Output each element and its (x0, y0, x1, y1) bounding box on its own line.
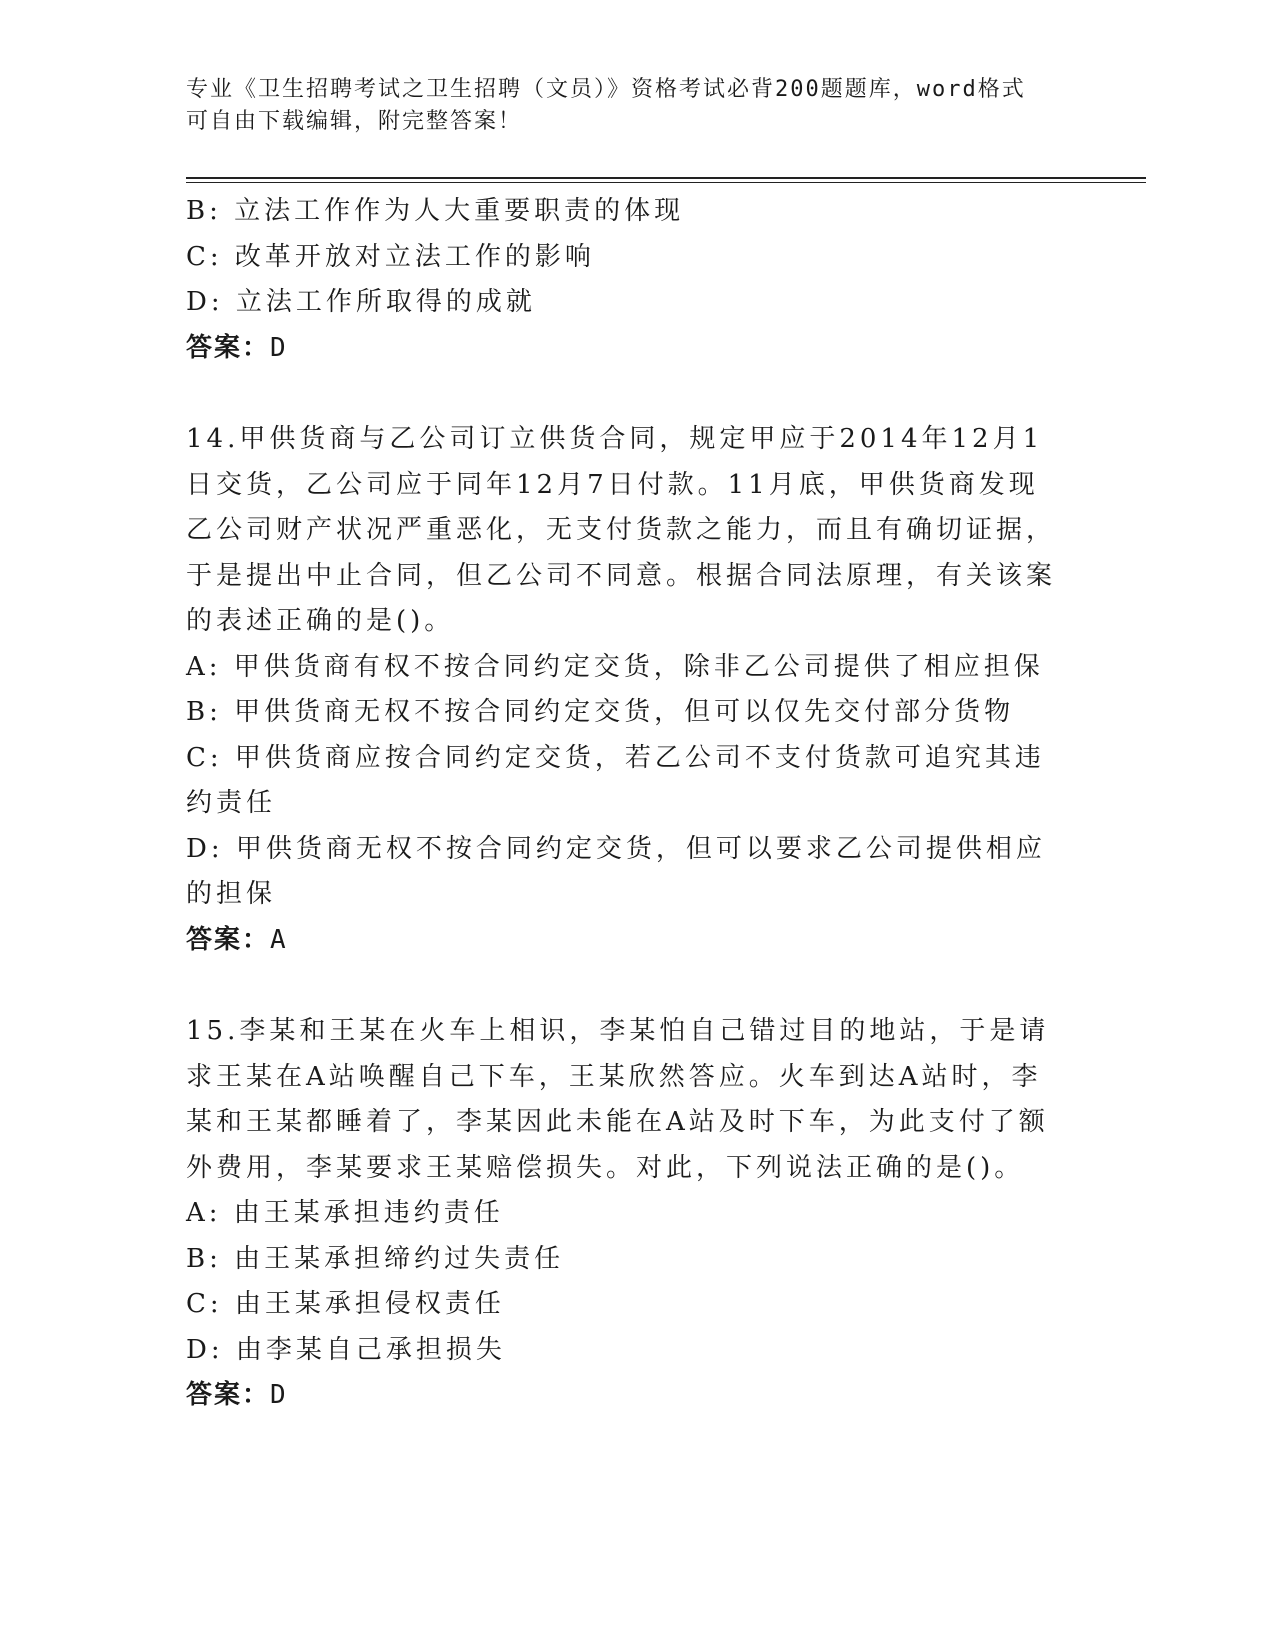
q14-option-d: D: 甲供货商无权不按合同约定交货，但可以要求乙公司提供相应的担保 (186, 833, 1046, 909)
q13-option-c: C: 改革开放对立法工作的影响 (186, 241, 595, 272)
document-header (186, 74, 1066, 138)
q13-answer-label: 答案： (186, 332, 271, 363)
question-13-tail (186, 189, 1066, 371)
q14-answer-label: 答案： (186, 924, 271, 955)
header-title-line-2: 可自由下载编辑，附完整答案！ (186, 109, 523, 134)
document-body (186, 189, 1066, 1419)
question-15 (186, 1009, 1066, 1419)
q13-answer (186, 326, 1066, 372)
header-divider-thin (186, 182, 1146, 183)
q14-option-b: B: 甲供货商无权不按合同约定交货，但可以仅先交付部分货物 (186, 697, 1015, 727)
q14-answer-value: A (270, 924, 288, 955)
q15-option-a: A: 由王某承担违约责任 (186, 1198, 504, 1228)
q13-option-d: D: 立法工作所取得的成就 (186, 287, 536, 317)
q15-answer-value: D (270, 1380, 288, 1410)
q14-option-c: C: 甲供货商应按合同约定交货，若乙公司不支付货款可追究其违约责任 (186, 742, 1045, 818)
q13-option-b: B: 立法工作作为人大重要职责的体现 (186, 196, 685, 226)
q15-option-b: B: 由王某承担缔约过失责任 (186, 1243, 565, 1274)
q15-answer-label: 答案： (186, 1380, 271, 1410)
q15-stem: 15.李某和王某在火车上相识，李某怕自己错过目的地站，于是请求王某在A站唤醒自己下车，王某欣然答应。火车到达A站时，李某和王某都睡着了，李某因此未能在A站及时下车，为此支付了额外费用，李某要求王某赔偿损失。对此，下列说法正确的是()。 (186, 1016, 1050, 1183)
spacer (186, 963, 1066, 1009)
q15-option-c: C: 由王某承担侵权责任 (186, 1289, 505, 1319)
question-14 (186, 417, 1066, 963)
q15-answer (186, 1373, 1066, 1419)
q15-option-d: D: 由李某自己承担损失 (186, 1334, 506, 1365)
q14-option-a: A: 甲供货商有权不按合同约定交货，除非乙公司提供了相应担保 (186, 651, 1044, 682)
q13-answer-value: D (270, 332, 288, 363)
q14-answer (186, 918, 1066, 964)
header-title-line-1: 专业《卫生招聘考试之卫生招聘（文员）》资格考试必背200题题库，word格式 (186, 77, 1026, 102)
header-divider-thick (186, 177, 1146, 179)
q14-stem: 14.甲供货商与乙公司订立供货合同，规定甲应于2014年12月1日交货，乙公司应于同年12月7日付款。11月底，甲供货商发现乙公司财产状况严重恶化，无支付货款之能力，而且有确切证据，于是提出中止合同，但乙公司不同意。根据合同法原理，有关该案的表述正确的是()。 (186, 424, 1057, 636)
spacer (186, 371, 1066, 417)
